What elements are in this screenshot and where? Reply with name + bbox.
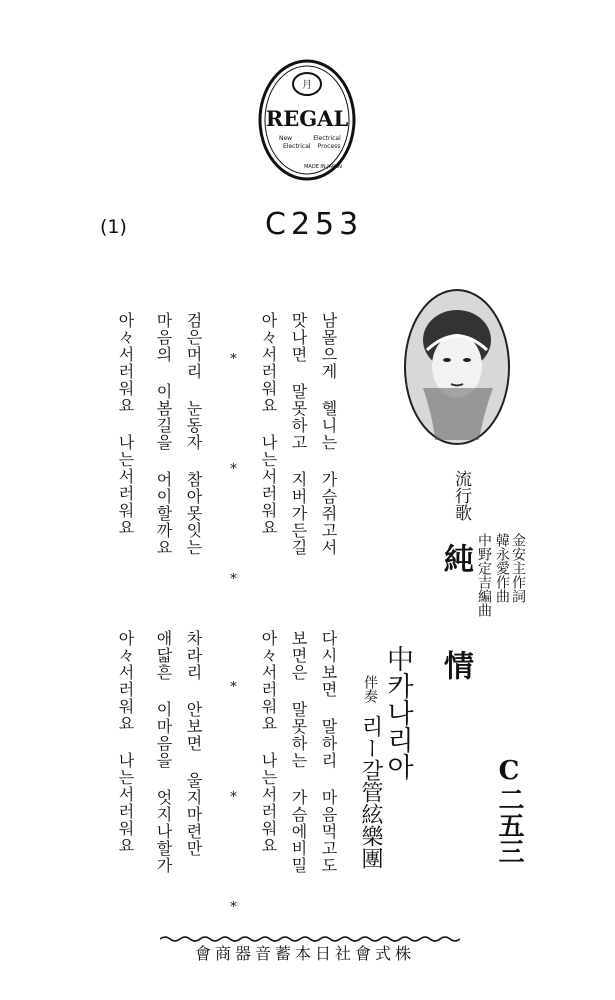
credit-line-1: 金安主作詞 — [510, 533, 526, 603]
credit-line-3: 中野定吉編曲 — [476, 533, 492, 617]
portrait-photo-icon — [403, 288, 511, 446]
accompaniment-label: 伴奏 — [362, 675, 378, 703]
verse1-line-2: 맛나면 말못하고 지버가든길 — [289, 312, 308, 556]
verse2-line-1: 다시보면 말하리 마음먹고도 — [319, 630, 338, 874]
svg-text:Electrical: Electrical — [313, 135, 341, 142]
credit-line-2: 韓永愛作曲 — [494, 533, 510, 603]
song-title-part2: 情 — [438, 650, 473, 680]
verse2-line-4: 차라리 안보면 울지마련만 — [184, 630, 203, 857]
svg-text:Process: Process — [317, 143, 341, 150]
footer-divider — [160, 928, 460, 936]
verse1-line-3: 아々서러워요 나는서러워요 — [259, 312, 278, 536]
publisher-footer: 會商器音蓄本日社會式株 — [195, 944, 416, 963]
verse1-line-4: 검은머리 눈동자 참아못잇는 — [184, 312, 203, 556]
verse1-line-6: 아々서러워요 나는서러워요 — [116, 312, 135, 536]
verse1-line-1: 남몰으게 헬니는 가슴쥐고서 — [319, 312, 338, 556]
credit-lyricist — [510, 533, 525, 603]
credit-composer — [494, 533, 509, 603]
verse2-line-2: 보면은 말못하는 가슴에비밀 — [289, 630, 308, 874]
verse2-line-5: 애닯흔 이마음을 엇지나할가 — [154, 630, 173, 874]
accompaniment-name: 리ー갈管絃樂團 — [358, 715, 383, 869]
verse1-line-5: 마음의 이봄길을 어이할까요 — [154, 312, 173, 556]
verse2-line-6: 아々서러워요 나는서러워요 — [116, 630, 135, 854]
catalog-number-kanji: C二五三 — [494, 756, 524, 864]
genre-label: 流行歌 — [451, 470, 471, 521]
stars-divider-1: * * * — [226, 352, 241, 627]
svg-text:MADE IN JAPAN: MADE IN JAPAN — [304, 164, 342, 170]
song-title-part1: 純 — [438, 543, 473, 573]
record-label-logo-icon — [257, 58, 357, 182]
singer-name: 中카나리아 — [382, 645, 413, 780]
svg-text:月: 月 — [302, 80, 312, 91]
regal-logo — [257, 58, 357, 182]
svg-text:Electrical: Electrical — [283, 143, 311, 150]
singer-portrait — [403, 288, 511, 446]
credit-arranger — [476, 533, 491, 617]
stars-divider-2: * * * — [226, 680, 241, 955]
page-number: (1) — [100, 216, 127, 238]
logo-brand: REGAL — [265, 106, 349, 131]
catalog-number: C253 — [265, 207, 364, 242]
svg-text:New: New — [279, 135, 293, 142]
verse2-line-3: 아々서러워요 나는서러워요 — [259, 630, 278, 854]
